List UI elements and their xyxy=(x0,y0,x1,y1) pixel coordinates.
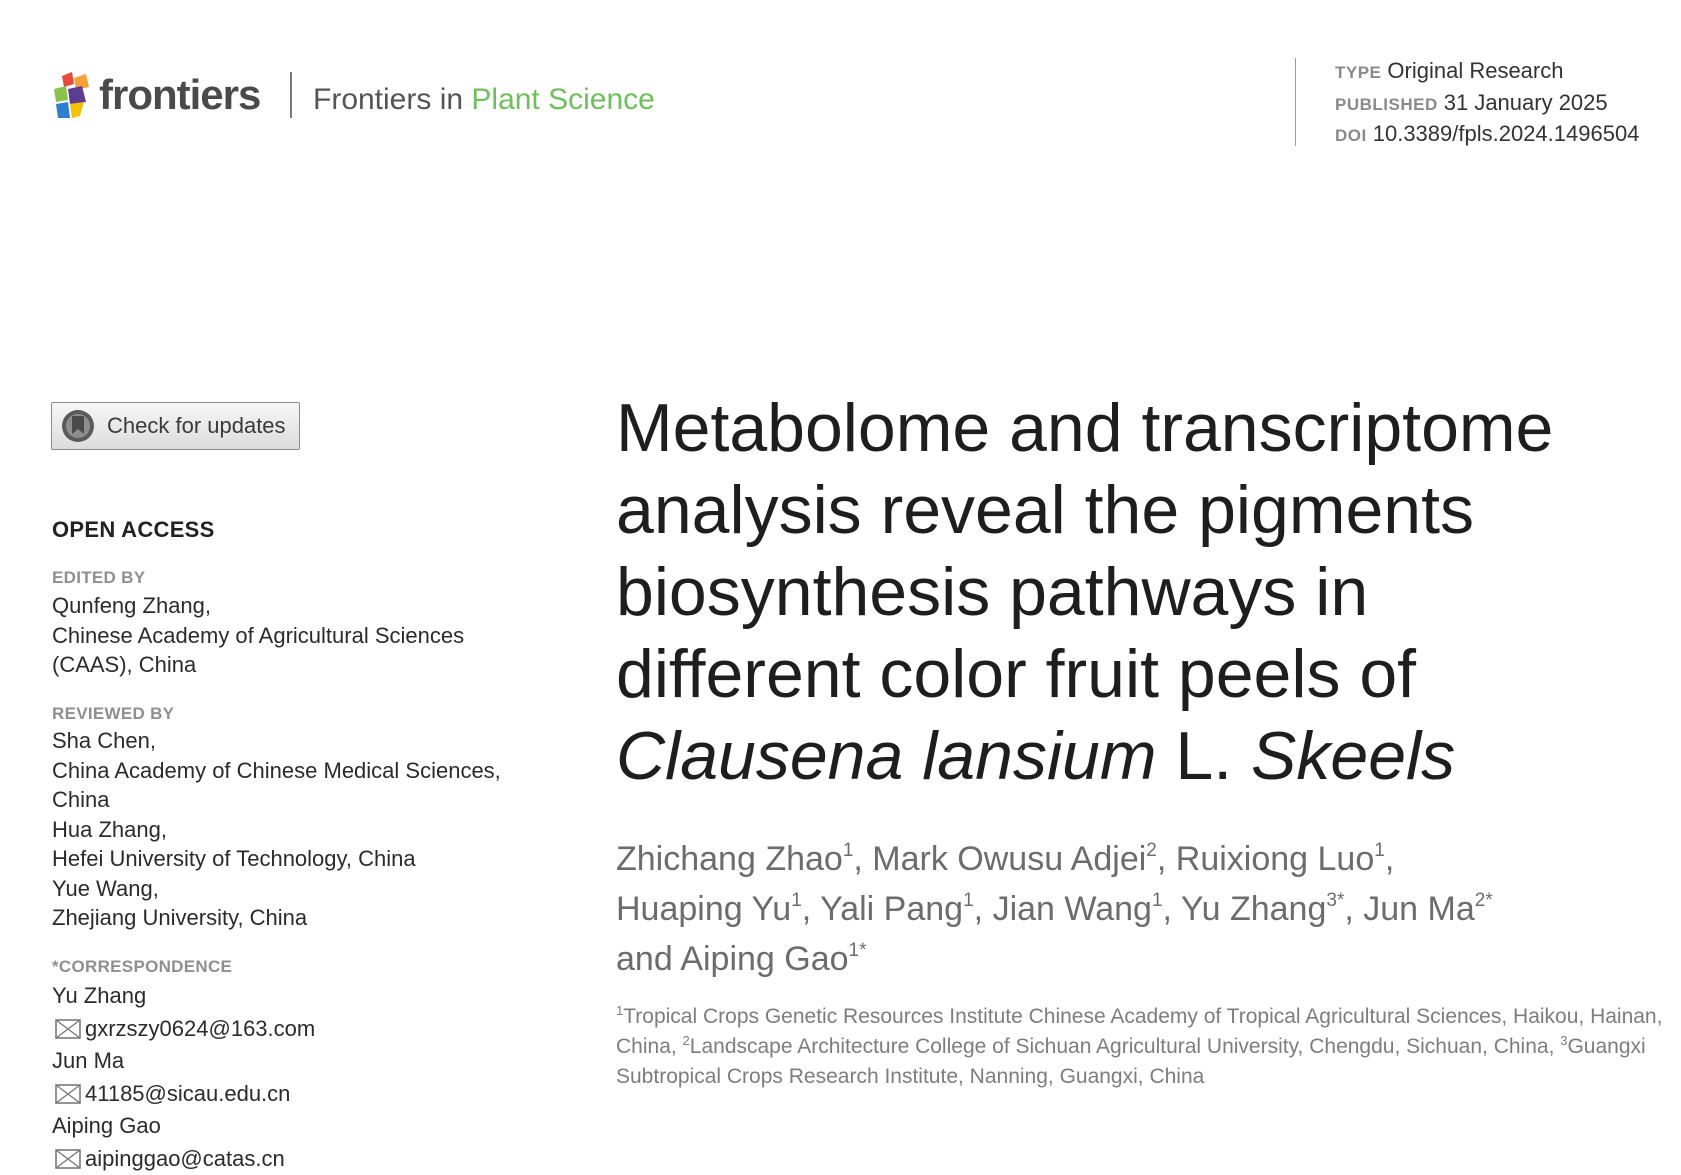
edited-by-line: Chinese Academy of Agricultural Sciences xyxy=(52,622,465,648)
check-for-updates-label: Check for updates xyxy=(107,413,286,438)
reviewed-by-line: Sha Chen, xyxy=(52,728,156,753)
author-name[interactable]: Huaping Yu xyxy=(616,890,792,928)
bookmark-icon xyxy=(61,409,95,443)
brand-divider xyxy=(290,72,292,118)
journal-name[interactable] xyxy=(313,82,655,118)
affiliation-mark: 3* xyxy=(1326,890,1345,911)
author-name[interactable]: Zhichang Zhao xyxy=(616,840,843,878)
correspondent-email[interactable]: aipinggao@catas.cn xyxy=(85,1146,285,1171)
affiliation-mark: 1 xyxy=(1151,890,1163,911)
affiliation-mark: 2* xyxy=(1474,890,1493,911)
affiliation-number: 2 xyxy=(682,1033,690,1048)
open-access-heading: OPEN ACCESS xyxy=(52,517,215,542)
affiliation-text: Tropical Crops Genetic Resources Institute Chinese Academy of Tropical Agricultural Sciences, Haikou, Hainan, China xyxy=(616,1005,1663,1058)
title-line: Metabolome and transcriptome xyxy=(616,390,1554,466)
title-line: biosynthesis pathways in xyxy=(616,554,1369,630)
reviewed-by-label: REVIEWED BY xyxy=(52,704,175,723)
edited-by-line: Qunfeng Zhang, xyxy=(52,593,212,618)
correspondence-list xyxy=(52,980,315,1175)
affiliation-number: 3 xyxy=(1560,1033,1568,1048)
correspondent-name: Aiping Gao xyxy=(52,1113,161,1138)
article-title xyxy=(616,387,1676,797)
article-type xyxy=(1335,58,1563,86)
correspondent-email[interactable]: 41185@sicau.edu.cn xyxy=(85,1081,291,1106)
reviewed-by-list xyxy=(52,726,501,933)
affiliation-mark: 1 xyxy=(963,890,974,911)
author-line: Huaping Yu$^1$, Yali Pang$^1$, Jian Wang$^1$, Yu Zhang$^{3*}$, Jun $Ma^{2*}$ xyxy=(616,890,1493,928)
reviewed-by-line: Hua Zhang, xyxy=(52,816,167,842)
published-value: 31 January 2025 xyxy=(1443,90,1608,115)
author-name[interactable]: Jian Wang xyxy=(992,890,1152,928)
journal-subject: Plant Science xyxy=(471,83,655,116)
reviewed-by-line: Hefei University of Technology, China xyxy=(52,846,416,871)
affiliation-text: Guangxi Subtropical Crops Research Institute, Nanning, Guangxi, China xyxy=(616,1035,1646,1088)
author-name[interactable]: Yu Zhang xyxy=(1180,890,1327,928)
author-name[interactable]: Ruixiong Luo xyxy=(1175,840,1375,878)
author-line: Zhichang Zhao$^1$, Mark Owusu Adjei$^2$, Ruixiong Luo$^1$, xyxy=(616,840,1395,878)
correspondent-name: Jun Ma xyxy=(52,1048,125,1073)
title-line: different color fruit peels of xyxy=(616,636,1417,712)
affiliation-number: 1 xyxy=(616,1003,624,1018)
article-type-value: Original Research xyxy=(1387,58,1564,83)
reviewed-by-line: China xyxy=(52,787,110,812)
edited-by-line: (CAAS), China xyxy=(52,652,197,677)
reviewed-by-line: Zhejiang University, China xyxy=(52,905,308,930)
affiliation-mark: 1 xyxy=(791,890,802,911)
title-species-authority: L. xyxy=(1175,718,1233,794)
author-name[interactable]: Mark Owusu Adjei xyxy=(872,840,1147,878)
reviewed-by-line: Yue Wang, xyxy=(52,875,159,901)
title-line-species xyxy=(616,715,1676,797)
frontiers-logo-icon xyxy=(52,72,92,120)
correspondent-email[interactable]: gxrzszy0624@163.com xyxy=(85,1016,316,1041)
doi[interactable] xyxy=(1335,121,1639,149)
affiliation-mark: 2 xyxy=(1146,840,1157,861)
correspondent-email-link[interactable] xyxy=(52,1142,315,1175)
check-for-updates-button[interactable] xyxy=(51,402,300,450)
published-date xyxy=(1335,90,1608,118)
correspondent-email-link[interactable] xyxy=(52,1012,315,1045)
article-type-label: TYPE xyxy=(1335,63,1382,82)
correspondent-email-link[interactable] xyxy=(52,1077,315,1110)
author-list xyxy=(616,834,1676,984)
correspondent-name: Yu Zhang xyxy=(52,983,147,1008)
author-name[interactable]: Jun Ma xyxy=(1363,890,1475,928)
affiliation-mark: 1 xyxy=(842,840,854,861)
mail-icon xyxy=(55,1084,81,1104)
author-name[interactable]: Aiping Gao xyxy=(680,940,849,978)
author-line xyxy=(616,934,1676,984)
doi-label: DOI xyxy=(1335,126,1367,145)
mail-icon xyxy=(55,1019,81,1039)
edited-by-list xyxy=(52,591,464,680)
affiliations xyxy=(616,1002,1676,1092)
correspondence-label: *CORRESPONDENCE xyxy=(52,957,233,976)
published-label: PUBLISHED xyxy=(1335,95,1438,114)
affiliation-text: Landscape Architecture College of Sichuan Agricultural University, Chengdu, Sichuan, China xyxy=(689,1035,1549,1058)
meta-divider xyxy=(1295,58,1296,146)
mail-icon xyxy=(55,1149,81,1169)
title-line: analysis reveal the pigments xyxy=(616,472,1475,548)
title-species-author: Skeels xyxy=(1251,718,1456,794)
affiliation-mark: 1* xyxy=(848,940,867,961)
edited-by-label: EDITED BY xyxy=(52,568,146,587)
author-name[interactable]: Yali Pang xyxy=(820,890,964,928)
reviewed-by-line: China Academy of Chinese Medical Sciences, xyxy=(52,757,501,783)
author-conjunction: and xyxy=(616,940,673,978)
brand-wordmark: frontiers xyxy=(99,71,261,118)
doi-value[interactable]: 10.3389/fpls.2024.1496504 xyxy=(1372,121,1640,146)
title-species-name: Clausena lansium xyxy=(616,718,1157,794)
affiliation-mark: 1 xyxy=(1374,840,1385,861)
journal-prefix: Frontiers in xyxy=(313,83,464,116)
affiliation-line: $^1$Tropical Crops Genetic Resources Institute Chinese Academy of Tropical Agricultural Sciences, Haikou, Hainan, China, $^2$Landscape Architecture College of Sichuan Agricultural University, Chengdu, Sichuan, China, $^3$Guangxi Subtropical Crops Research Institute, Nanning, Guangxi, China xyxy=(616,1003,1663,1088)
